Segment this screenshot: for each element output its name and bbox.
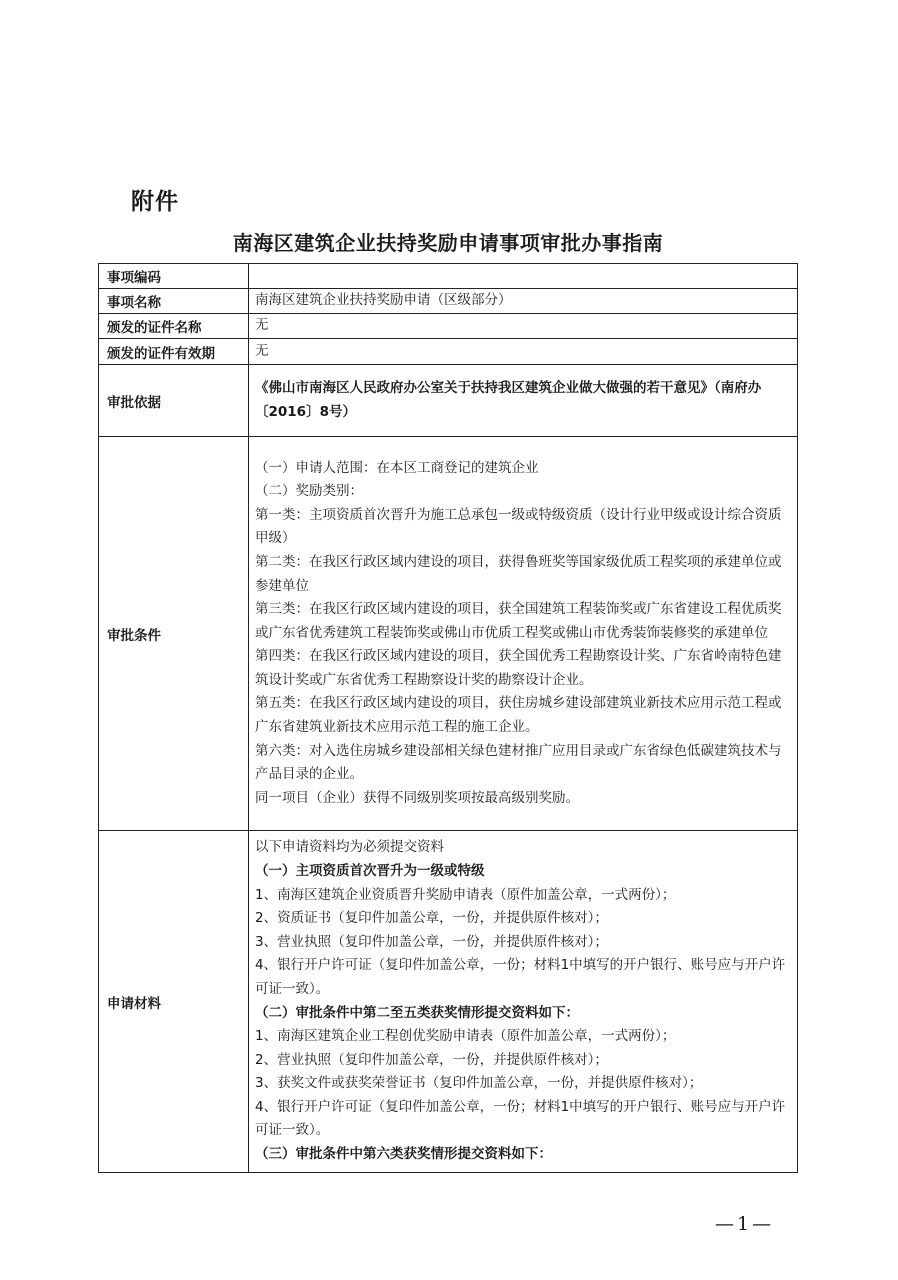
condition-line: （一）申请人范围：在本区工商登记的建筑企业 xyxy=(255,459,539,476)
page-number: —1— xyxy=(715,1213,775,1235)
key-cert-name: 颁发的证件名称 xyxy=(99,314,249,339)
material-line: 2、营业执照（复印件加盖公章，一份，并提供原件核对）； xyxy=(255,1051,608,1068)
condition-line: 第二类：在我区行政区域内建设的项目，获得鲁班奖等国家级优质工程奖项的承建单位或参建单位 xyxy=(255,553,782,594)
condition-line: 同一项目（企业）获得不同级别奖项按最高级别奖励。 xyxy=(255,789,579,806)
key-materials: 申请材料 xyxy=(99,831,249,1173)
value-cert-validity: 无 xyxy=(249,339,798,365)
material-heading: （二）审批条件中第二至五类获奖情形提交资料如下： xyxy=(255,1004,579,1021)
material-line: 2、资质证书（复印件加盖公章，一份，并提供原件核对）； xyxy=(255,910,608,927)
key-item-name: 事项名称 xyxy=(99,289,249,314)
row-item-code xyxy=(99,264,798,289)
guide-table xyxy=(98,263,798,1173)
material-line: 3、获奖文件或获奖荣誉证书（复印件加盖公章，一份，并提供原件核对）； xyxy=(255,1075,703,1092)
attachment-label: 附件 xyxy=(131,189,179,215)
condition-line: 第五类：在我区行政区域内建设的项目，获住房城乡建设部建筑业新技术应用示范工程或广东省建筑业新技术应用示范工程的施工企业。 xyxy=(255,695,782,736)
value-item-name: 南海区建筑企业扶持奖励申请（区级部分） xyxy=(249,289,798,314)
condition-line: 第六类：对入选住房城乡建设部相关绿色建材推广应用目录或广东省绿色低碳建筑技术与产品目录的企业。 xyxy=(255,742,782,783)
key-conditions: 审批条件 xyxy=(99,437,249,831)
value-materials xyxy=(249,831,798,1173)
material-line: 1、南海区建筑企业工程创优奖励申请表（原件加盖公章，一式两份）； xyxy=(255,1028,676,1045)
row-cert-name xyxy=(99,314,798,339)
condition-line: 第三类：在我区行政区域内建设的项目，获全国建筑工程装饰奖或广东省建设工程优质奖或广东省优秀建筑工程装饰奖或佛山市优质工程奖或佛山市优秀装饰装修奖的承建单位 xyxy=(255,601,782,641)
row-item-name xyxy=(99,289,798,314)
value-conditions xyxy=(249,437,798,831)
value-cert-name: 无 xyxy=(249,314,798,339)
row-materials xyxy=(99,831,798,1173)
document-title: 南海区建筑企业扶持奖励申请事项审批办事指南 xyxy=(232,231,664,255)
material-heading: （三）审批条件中第六类获奖情形提交资料如下： xyxy=(255,1146,552,1163)
material-line: 以下申请资料均为必须提交资料 xyxy=(255,839,444,856)
condition-line: 第四类：在我区行政区域内建设的项目，获全国优秀工程勘察设计奖、广东省岭南特色建筑设计奖或广东省优秀工程勘察设计奖的勘察设计企业。 xyxy=(255,648,782,688)
material-line: 1、南海区建筑企业资质晋升奖励申请表（原件加盖公章，一式两份）； xyxy=(255,886,676,903)
row-basis xyxy=(99,365,798,437)
row-conditions xyxy=(99,437,798,831)
material-line: 3、营业执照（复印件加盖公章，一份，并提供原件核对）； xyxy=(255,933,608,950)
material-line: 4、银行开户许可证（复印件加盖公章，一份；材料1中填写的开户银行、账号应与开户许可证一致）。 xyxy=(255,1098,786,1139)
material-line: 4、银行开户许可证（复印件加盖公章，一份；材料1中填写的开户银行、账号应与开户许可证一致）。 xyxy=(255,957,786,997)
value-item-code xyxy=(249,264,798,289)
key-basis: 审批依据 xyxy=(99,365,249,437)
key-cert-validity: 颁发的证件有效期 xyxy=(99,339,249,365)
value-basis: 《佛山市南海区人民政府办公室关于扶持我区建筑企业做大做强的若干意见》（南府办〔2016〕8号） xyxy=(249,365,798,437)
condition-line: （二）奖励类别： xyxy=(255,483,363,500)
material-heading: （一）主项资质首次晋升为一级或特级 xyxy=(255,862,485,879)
row-cert-validity xyxy=(99,339,798,365)
key-item-code: 事项编码 xyxy=(99,264,249,289)
condition-line: 第一类：主项资质首次晋升为施工总承包一级或特级资质（设计行业甲级或设计综合资质甲级） xyxy=(255,506,782,547)
